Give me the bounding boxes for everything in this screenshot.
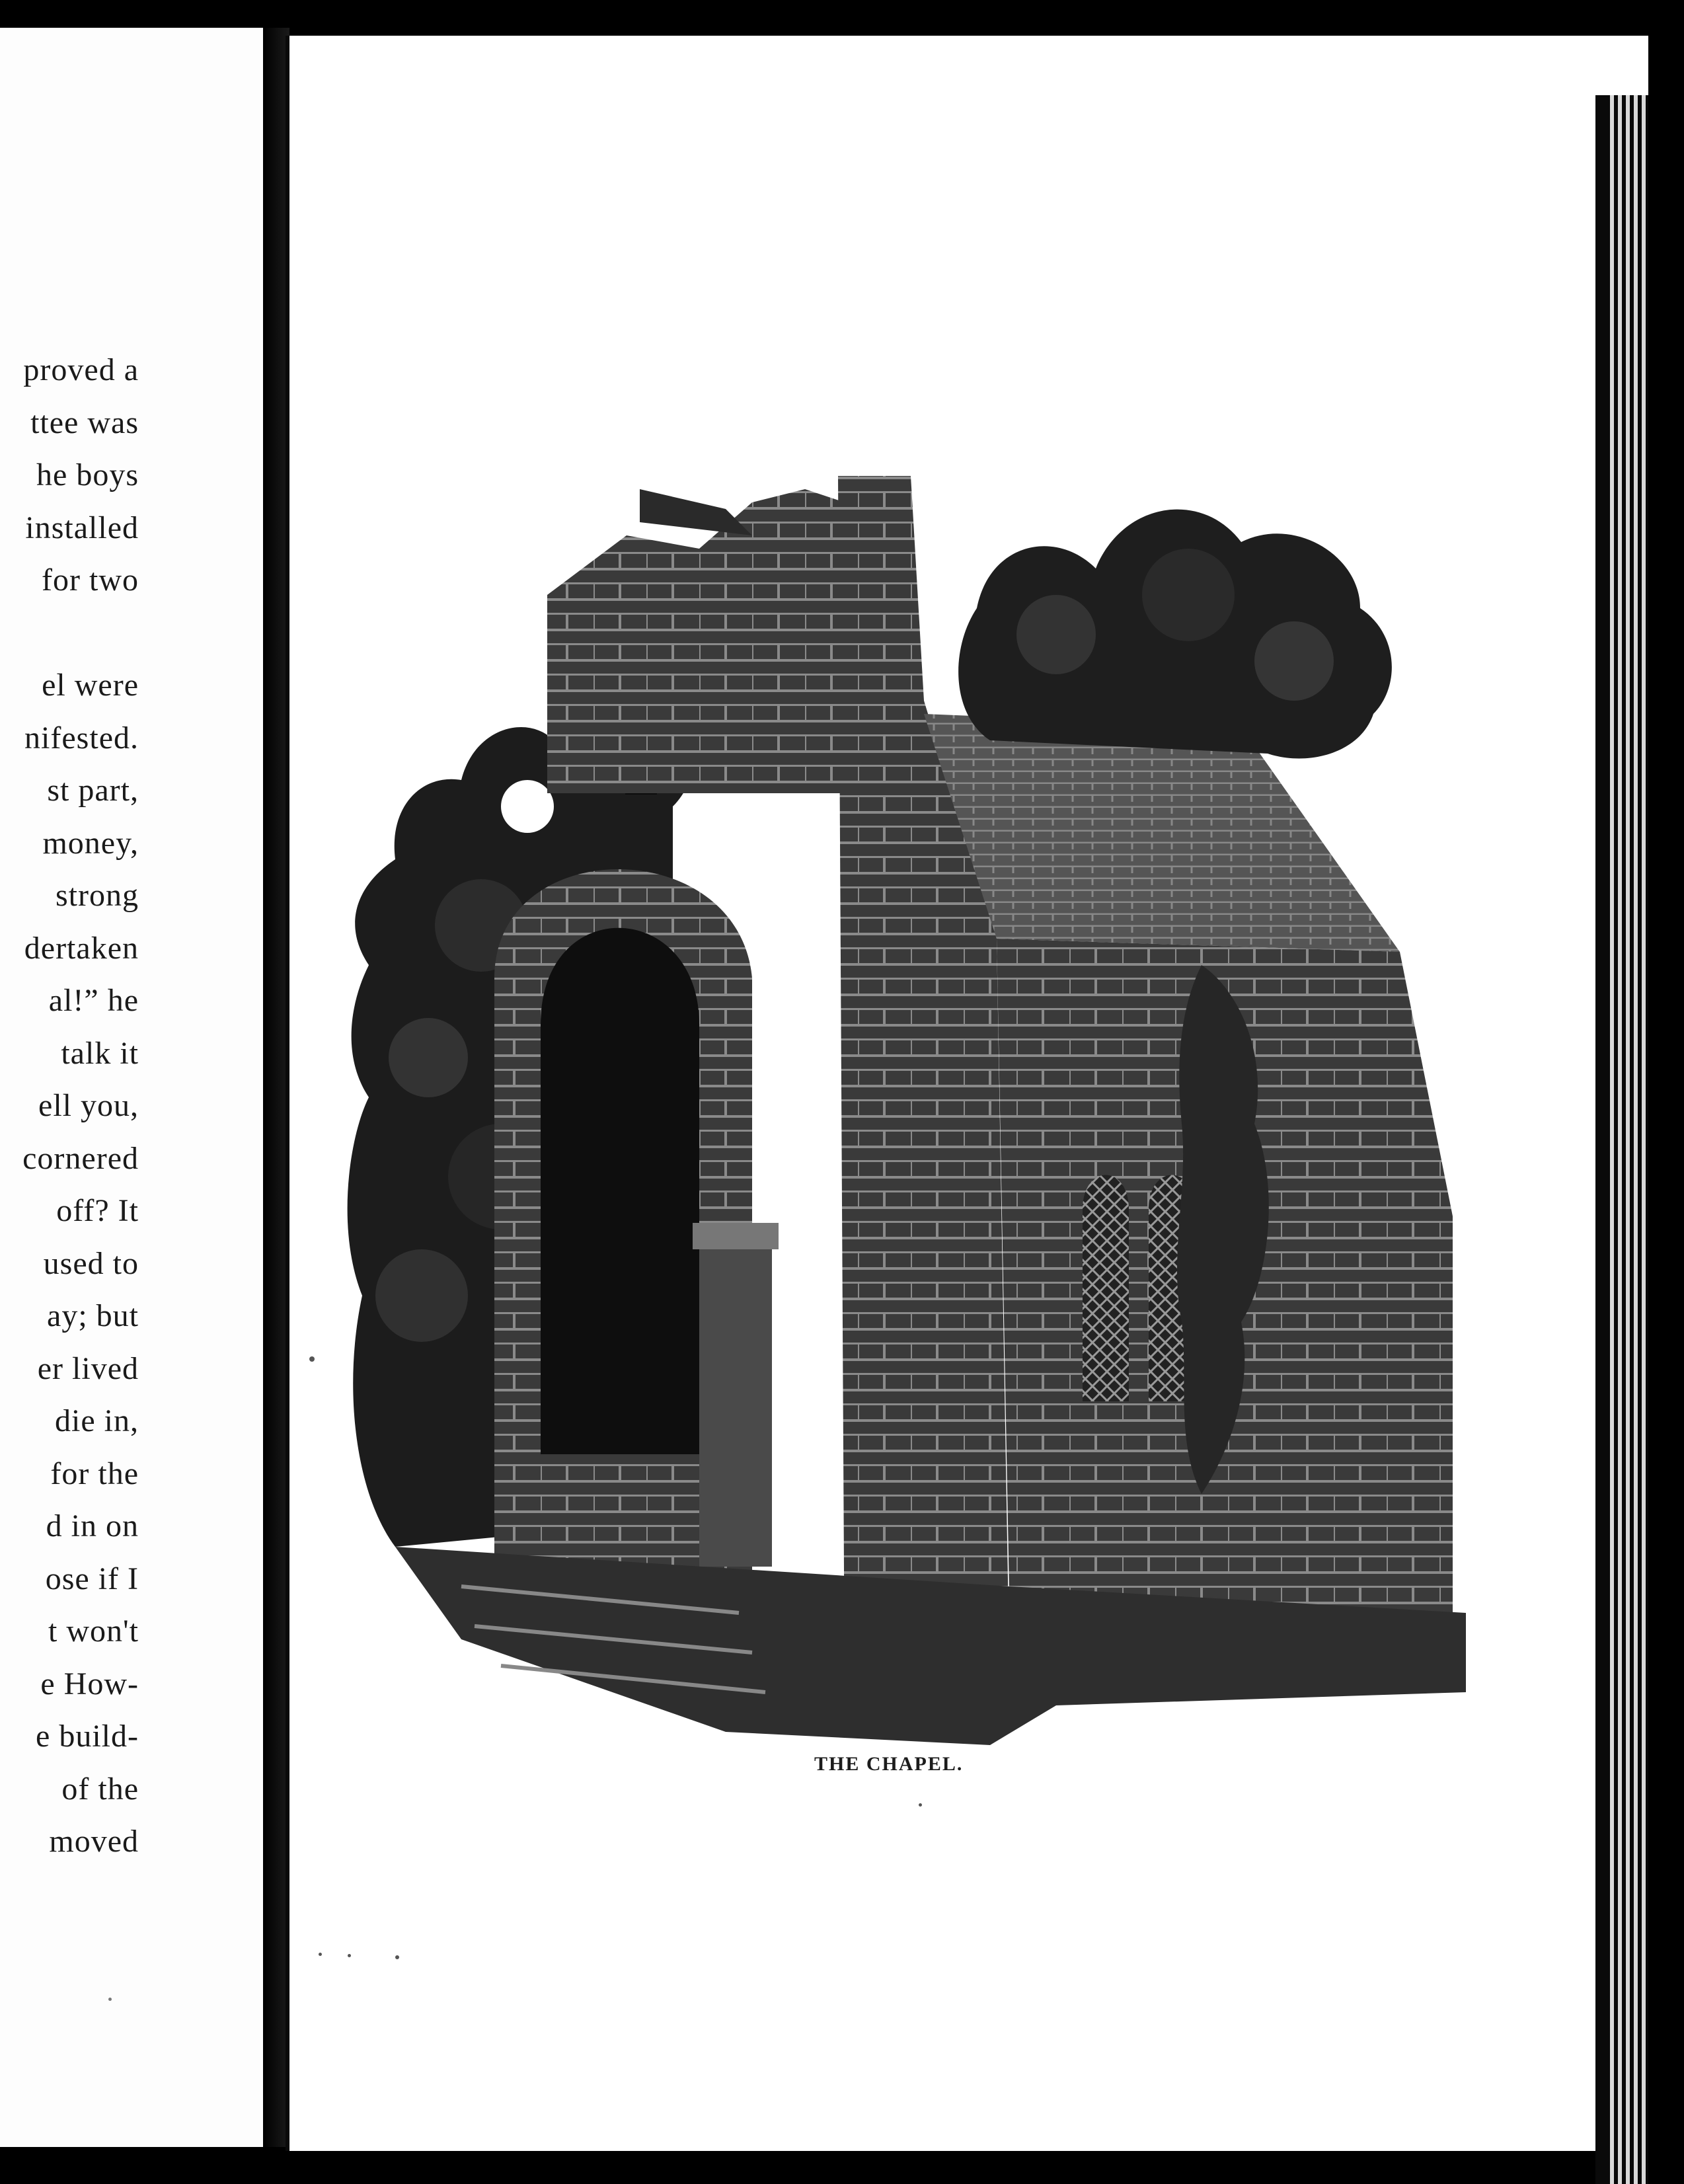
paper-speck (309, 1356, 315, 1362)
paper-speck (319, 1953, 322, 1956)
text-line: st part, (47, 773, 139, 808)
gable-ruin (547, 489, 845, 793)
text-line: for two (42, 563, 139, 598)
text-line: nifested. (24, 720, 139, 756)
text-line: e How- (40, 1666, 139, 1701)
porch-arch (494, 869, 779, 1586)
page-edge (1610, 95, 1614, 2184)
text-line: strong (56, 878, 139, 913)
text-line: er lived (37, 1350, 139, 1386)
illustration-caption: THE CHAPEL. (814, 1753, 964, 1775)
text-line: d in on (46, 1508, 139, 1543)
paper-speck (108, 1998, 112, 2001)
lancet-window (1083, 1175, 1129, 1402)
text-line: dertaken (24, 930, 139, 966)
text-line: moved (49, 1824, 139, 1859)
paper-speck (348, 1954, 351, 1957)
text-line: proved a (23, 352, 139, 387)
text-line: die in, (55, 1403, 139, 1438)
text-line: installed (25, 510, 139, 545)
chapel-illustration (329, 463, 1466, 1745)
text-line: ay; but (47, 1298, 139, 1333)
page-edge (1642, 95, 1646, 2184)
text-line: talk it (61, 1035, 139, 1071)
left-page (0, 28, 263, 2147)
text-line: e build- (36, 1719, 139, 1754)
text-line: off? It (56, 1193, 139, 1228)
text-line: for the (50, 1456, 139, 1491)
paper-speck (919, 1803, 922, 1807)
page-edge (1634, 95, 1638, 2184)
text-line: ell you, (38, 1088, 139, 1123)
text-line: money, (42, 825, 139, 861)
paragraph-gap (0, 607, 139, 660)
text-line: al!” he (48, 983, 139, 1018)
page-edges (1595, 95, 1648, 2184)
text-line: he boys (36, 457, 139, 492)
paper-speck (395, 1955, 399, 1959)
left-page-text (0, 344, 139, 1868)
page-edge (1618, 95, 1622, 2184)
text-line: ose if I (45, 1561, 139, 1596)
page-edge (1626, 95, 1630, 2184)
text-line: ttee was (30, 405, 139, 440)
text-line: t won't (48, 1614, 139, 1649)
text-line: cornered (22, 1140, 139, 1176)
text-line: el were (42, 668, 139, 703)
foliage-top-right (958, 510, 1392, 759)
text-line: used to (43, 1245, 139, 1281)
text-line: of the (61, 1771, 139, 1807)
